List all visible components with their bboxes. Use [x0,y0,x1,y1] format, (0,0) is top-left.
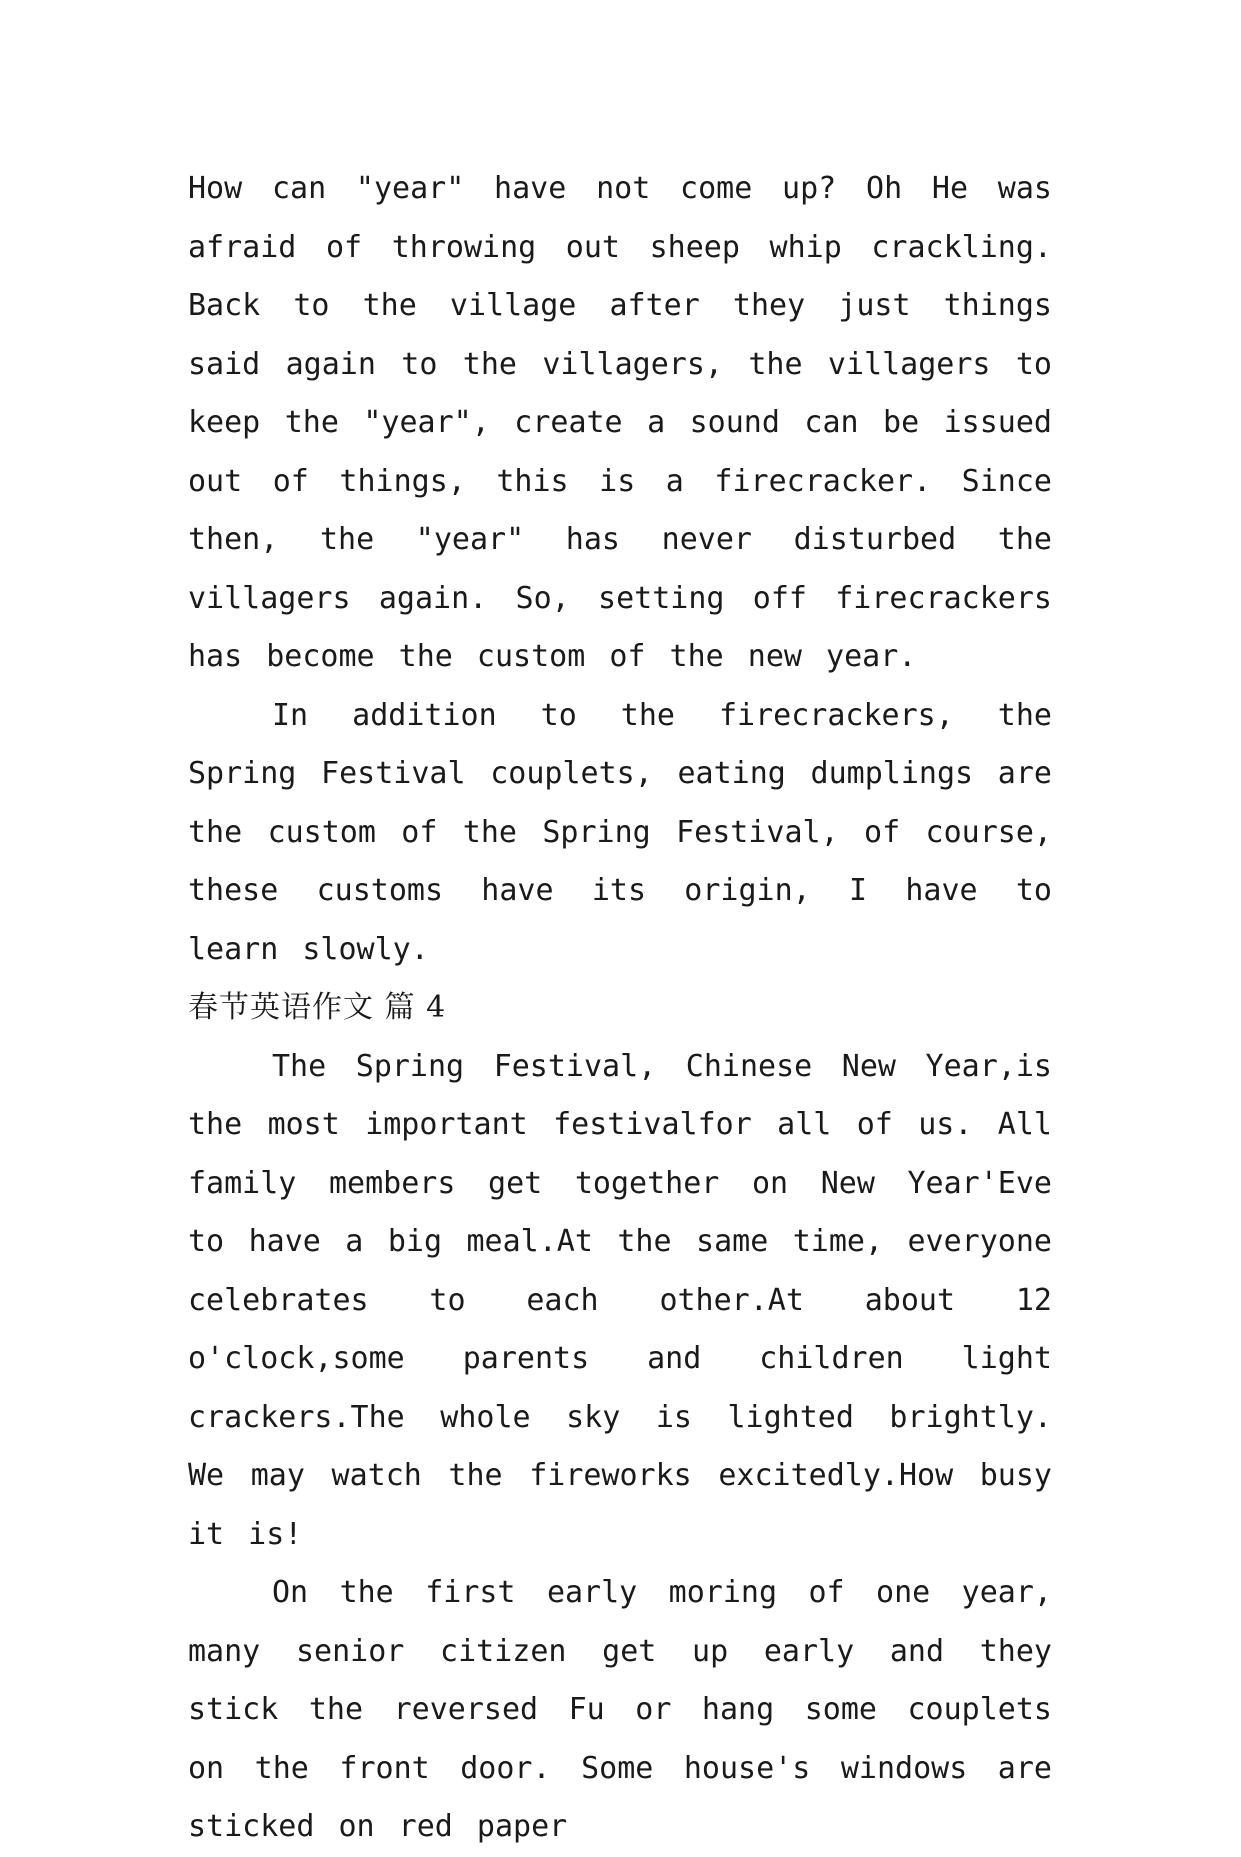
section-heading: 春节英语作文 篇 4 [188,990,447,1025]
paragraph-customs: In addition to the firecrackers, the Spring Festival couplets, eating dumplings are the custom of the Spring Festival, of course, these customs have its origin, I have to learn slowly. [188,697,1052,967]
paragraph-first-morning: On the first early moring of one year, many senior citizen get up early and they stick the reversed Fu or hang some couplets on the front door. Some house's windows are sticked on red paper [188,1575,1052,1844]
document-body [188,160,1052,1857]
paragraph-continued: How can "year" have not come up? Oh He was afraid of throwing out sheep whip crackling. Back to the village after they just things said again to the villagers, the villagers to keep the "year", create a sound can be issued out of things, this is a firecracker. Since then, the "year" has never disturbed the villagers again. So, setting off firecrackers has become the custom of the new year. [188,171,1052,674]
paragraph-spring-festival: The Spring Festival, Chinese New Year,is the most important festivalfor all of us. All family members get together on New Year'Eve to have a big meal.At the same time, everyone celebrates to each other.At about 12 o'clock,some parents and children light crackers.The whole sky is lighted brightly. We may watch the fireworks excitedly.How busy it is! [188,1048,1052,1552]
